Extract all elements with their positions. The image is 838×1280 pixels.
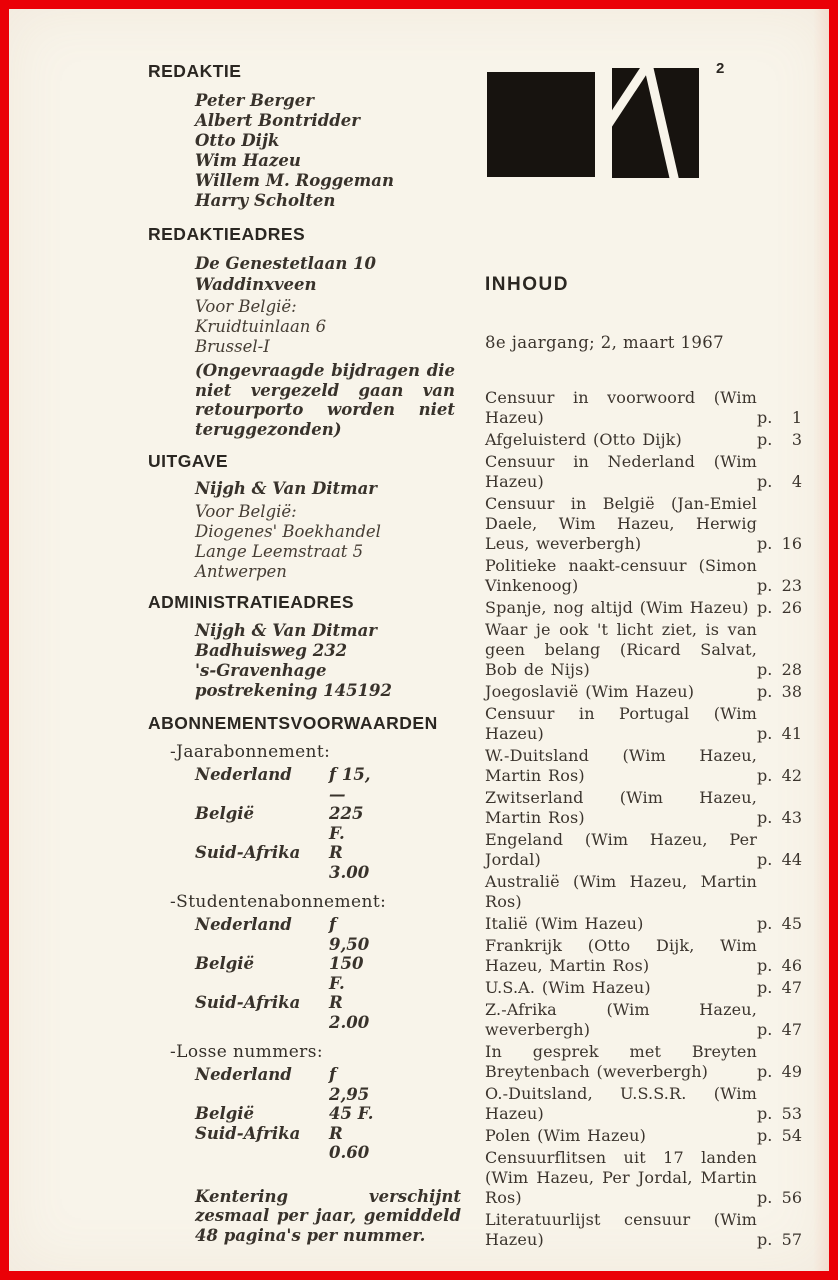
frequency-note: Kentering verschijnt zesmaal per jaar, gemiddeld 48 pagina's per nummer. (195, 1186, 461, 1245)
address-line: Kruidtuinlaan 6 (195, 317, 327, 336)
price-value: 45 F. (329, 1104, 374, 1123)
toc-page-number: 44 (781, 850, 802, 869)
toc-page-ref (757, 430, 802, 450)
address-line: Lange Leemstraat 5 (195, 542, 364, 561)
toc-entry-title: Censuur in Portugal (Wim Hazeu) (485, 704, 757, 743)
colophon-column (148, 62, 460, 1245)
publisher-name: Nijgh & Van Ditmar (195, 479, 377, 498)
price-row (195, 1065, 381, 1104)
toc-page-prefix: p. (757, 724, 773, 743)
editor-name: Wim Hazeu (195, 151, 301, 170)
submission-note: (Ongevraagde bijdragen die niet vergezeld gaan van retourporto worden niet teruggezonden) (195, 361, 455, 439)
toc-page-prefix: p. (757, 576, 773, 595)
toc-entry-title: Italië (Wim Hazeu) (485, 914, 644, 933)
toc-entry-title: Literatuurlijst censuur (Wim Hazeu) (485, 1210, 757, 1249)
toc-entry-title: Censuur in België (Jan-Emiel Daele, Wim Hazeu, Herwig Leus, weverbergh) (485, 494, 757, 553)
toc-entry (485, 978, 802, 998)
price-country-label: Suid-Afrika (195, 843, 301, 862)
redaktie-address-belgium (148, 297, 460, 357)
price-group (148, 1042, 460, 1163)
toc-page-prefix: p. (757, 682, 773, 701)
toc-page-ref (757, 682, 802, 702)
price-group (148, 742, 460, 882)
toc-entry-title: Z.-Afrika (Wim Hazeu, weverbergh) (485, 1000, 757, 1039)
price-rows (195, 765, 381, 882)
toc-page-prefix: p. (757, 472, 773, 491)
toc-page-ref (757, 1188, 802, 1208)
toc-page-ref (757, 660, 802, 680)
address-line: De Genestetlaan 10 (195, 254, 377, 273)
page-number: 2 (716, 60, 725, 77)
toc-entry (485, 1000, 802, 1040)
toc-page-ref (757, 1126, 802, 1146)
toc-page-ref (757, 534, 802, 554)
price-row (195, 843, 381, 882)
toc-entry (485, 936, 802, 976)
toc-entry (485, 872, 802, 912)
kentering-k-logo-icon (612, 68, 699, 178)
price-value: f 9,50 (329, 915, 370, 954)
price-value: R 0.60 (329, 1123, 370, 1162)
toc-entry (485, 388, 802, 428)
toc-page-number: 23 (781, 576, 802, 595)
toc-entry-title: Frankrijk (Otto Dijk, Wim Hazeu, Martin Ros) (485, 936, 757, 975)
toc-page-prefix: p. (757, 1230, 773, 1249)
toc-page-ref (757, 576, 802, 596)
toc-entry (485, 1210, 802, 1250)
publisher-belgium (148, 502, 460, 582)
address-line: Diogenes' Boekhandel (195, 522, 381, 541)
toc-page-prefix: p. (757, 1020, 773, 1039)
toc-entry-title: O.-Duitsland, U.S.S.R. (Wim Hazeu) (485, 1084, 757, 1123)
editor-name: Willem M. Roggeman (195, 171, 394, 190)
toc-entry-title: Spanje, nog altijd (Wim Hazeu) (485, 598, 749, 617)
price-group-label: -Jaarabonnement: (170, 742, 331, 762)
toc-page-prefix: p. (757, 914, 773, 933)
toc-page-ref (757, 1104, 802, 1124)
toc-page-ref (757, 1230, 802, 1250)
table-of-contents (485, 388, 802, 1250)
address-line: 's-Gravenhage (195, 661, 327, 680)
toc-page-prefix: p. (757, 430, 773, 449)
toc-page-ref (757, 850, 802, 870)
toc-entry (485, 1148, 802, 1208)
toc-entry-title: U.S.A. (Wim Hazeu) (485, 978, 651, 997)
toc-page-ref (757, 408, 802, 428)
address-line: Badhuisweg 232 (195, 641, 348, 660)
toc-entry-title: Zwitserland (Wim Hazeu, Martin Ros) (485, 788, 757, 827)
toc-entry (485, 598, 802, 618)
toc-page-number: 54 (781, 1126, 802, 1145)
price-value: f 15,— (329, 765, 371, 804)
price-row (195, 765, 381, 804)
price-group-label: -Losse nummers: (170, 1042, 323, 1062)
toc-page-prefix: p. (757, 408, 773, 427)
price-country-label: Nederland (195, 1065, 292, 1084)
price-country-label: België (195, 954, 255, 973)
toc-page-number: 46 (781, 956, 802, 975)
price-value: R 2.00 (329, 993, 370, 1032)
toc-page-number: 3 (791, 430, 802, 449)
toc-entry (485, 494, 802, 554)
price-value: 150 F. (329, 954, 364, 993)
toc-entry-title: Censuurflitsen uit 17 landen (Wim Hazeu, Per Jordal, Martin Ros) (485, 1148, 757, 1207)
subscription-price-groups (148, 742, 460, 1163)
price-country-label: België (195, 1104, 255, 1123)
toc-entry (485, 682, 802, 702)
toc-page-number: 53 (781, 1104, 802, 1123)
toc-page-number: 43 (781, 808, 802, 827)
toc-page-number: 38 (781, 682, 802, 701)
section-heading-inhoud: INHOUD (485, 274, 569, 295)
toc-entry (485, 1126, 802, 1146)
toc-page-ref (757, 1062, 802, 1082)
toc-page-prefix: p. (757, 766, 773, 785)
section-heading-administratieadres: ADMINISTRATIEADRES (148, 592, 355, 612)
price-rows (195, 1065, 381, 1163)
price-value: f 2,95 (329, 1065, 370, 1104)
toc-page-number: 41 (781, 724, 802, 743)
price-value: R 3.00 (329, 843, 370, 882)
price-country-label: België (195, 804, 255, 823)
toc-entry-title: Waar je ook 't licht ziet, is van geen belang (Ricard Salvat, Bob de Nijs) (485, 620, 757, 679)
toc-entry-title: Australië (Wim Hazeu, Martin Ros) (485, 872, 757, 911)
toc-entry (485, 788, 802, 828)
toc-page-prefix: p. (757, 1126, 773, 1145)
toc-entry (485, 620, 802, 680)
toc-page-number: 57 (781, 1230, 802, 1249)
toc-entry (485, 430, 802, 450)
contents-column (485, 275, 802, 1252)
price-row (195, 1104, 381, 1124)
toc-page-number: 4 (791, 472, 802, 491)
administration-address (148, 621, 460, 701)
toc-entry (485, 746, 802, 786)
address-line: Voor België: (195, 297, 297, 316)
toc-entry-title: W.-Duitsland (Wim Hazeu, Martin Ros) (485, 746, 757, 785)
toc-page-prefix: p. (757, 1062, 773, 1081)
toc-entry (485, 452, 802, 492)
toc-entry (485, 1084, 802, 1124)
toc-page-ref (757, 1020, 802, 1040)
price-country-label: Suid-Afrika (195, 993, 301, 1012)
toc-entry (485, 830, 802, 870)
toc-page-ref (757, 598, 802, 618)
toc-page-number: 45 (781, 914, 802, 933)
toc-page-number: 47 (781, 1020, 802, 1039)
address-line: postrekening 145192 (195, 681, 393, 700)
toc-page-number: 49 (781, 1062, 802, 1081)
toc-page-number: 28 (781, 660, 802, 679)
price-group (148, 892, 460, 1032)
price-row (195, 1124, 381, 1163)
address-line: Waddinxveen (195, 275, 317, 294)
price-country-label: Suid-Afrika (195, 1123, 301, 1143)
address-line: Voor België: (195, 502, 297, 521)
toc-entry-title: Joegoslavië (Wim Hazeu) (485, 682, 695, 701)
toc-page-prefix: p. (757, 660, 773, 679)
toc-page-ref (757, 724, 802, 744)
toc-page-prefix: p. (757, 1188, 773, 1207)
price-row (195, 993, 381, 1032)
toc-page-ref (757, 956, 802, 976)
price-country-label: Nederland (195, 765, 292, 784)
toc-page-ref (757, 978, 802, 998)
toc-page-prefix: p. (757, 978, 773, 997)
section-heading-redaktie: REDAKTIE (148, 61, 242, 81)
section-heading-redaktieadres: REDAKTIEADRES (148, 224, 306, 244)
toc-entry-title: Polen (Wim Hazeu) (485, 1126, 646, 1145)
editor-name: Harry Scholten (195, 191, 336, 210)
toc-page-number: 47 (781, 978, 802, 997)
toc-page-prefix: p. (757, 808, 773, 827)
address-line: Antwerpen (195, 562, 287, 581)
toc-entry (485, 1042, 802, 1082)
redaktie-address (148, 253, 460, 295)
toc-page-number: 1 (791, 408, 802, 427)
toc-entry-title: Censuur in Nederland (Wim Hazeu) (485, 452, 757, 491)
toc-page-prefix: p. (757, 598, 773, 617)
toc-page-number: 56 (781, 1188, 802, 1207)
address-line: Brussel-I (195, 337, 270, 356)
toc-entry-title: Engeland (Wim Hazeu, Per Jordal) (485, 830, 757, 869)
toc-page-prefix: p. (757, 850, 773, 869)
toc-page-prefix: p. (757, 534, 773, 553)
editors-list (148, 91, 460, 211)
toc-page-prefix: p. (757, 1104, 773, 1123)
editor-name: Otto Dijk (195, 131, 280, 150)
price-row (195, 954, 381, 993)
toc-page-ref (757, 472, 802, 492)
price-row (195, 915, 381, 954)
price-row (195, 804, 381, 843)
toc-page-number: 16 (781, 534, 802, 553)
toc-entry-title: Politieke naakt-censuur (Simon Vinkenoog) (485, 556, 757, 595)
toc-entry-title: In gesprek met Breyten Breytenbach (weverbergh) (485, 1042, 757, 1081)
toc-page-ref (757, 766, 802, 786)
toc-entry-title: Afgeluisterd (Otto Dijk) (485, 430, 682, 449)
price-rows (195, 915, 381, 1032)
section-heading-abonnementsvoorwaarden: ABONNEMENTSVOORWAARDEN (148, 713, 438, 733)
toc-page-prefix: p. (757, 956, 773, 975)
toc-entry (485, 556, 802, 596)
address-line: Nijgh & Van Ditmar (195, 621, 377, 640)
logo-black-square (487, 72, 595, 177)
price-group-label: -Studentenabonnement: (170, 892, 387, 912)
toc-page-number: 42 (781, 766, 802, 785)
toc-page-number: 26 (781, 598, 802, 617)
editor-name: Peter Berger (195, 91, 314, 110)
toc-entry (485, 914, 802, 934)
price-value: 225 F. (329, 804, 364, 843)
toc-entry (485, 704, 802, 744)
price-country-label: Nederland (195, 915, 292, 934)
toc-entry-title: Censuur in voorwoord (Wim Hazeu) (485, 388, 757, 427)
toc-page-ref (757, 808, 802, 828)
section-heading-uitgave: UITGAVE (148, 451, 228, 471)
issue-line: 8e jaargang; 2, maart 1967 (485, 333, 725, 352)
toc-page-ref (757, 914, 802, 934)
editor-name: Albert Bontridder (195, 111, 360, 130)
